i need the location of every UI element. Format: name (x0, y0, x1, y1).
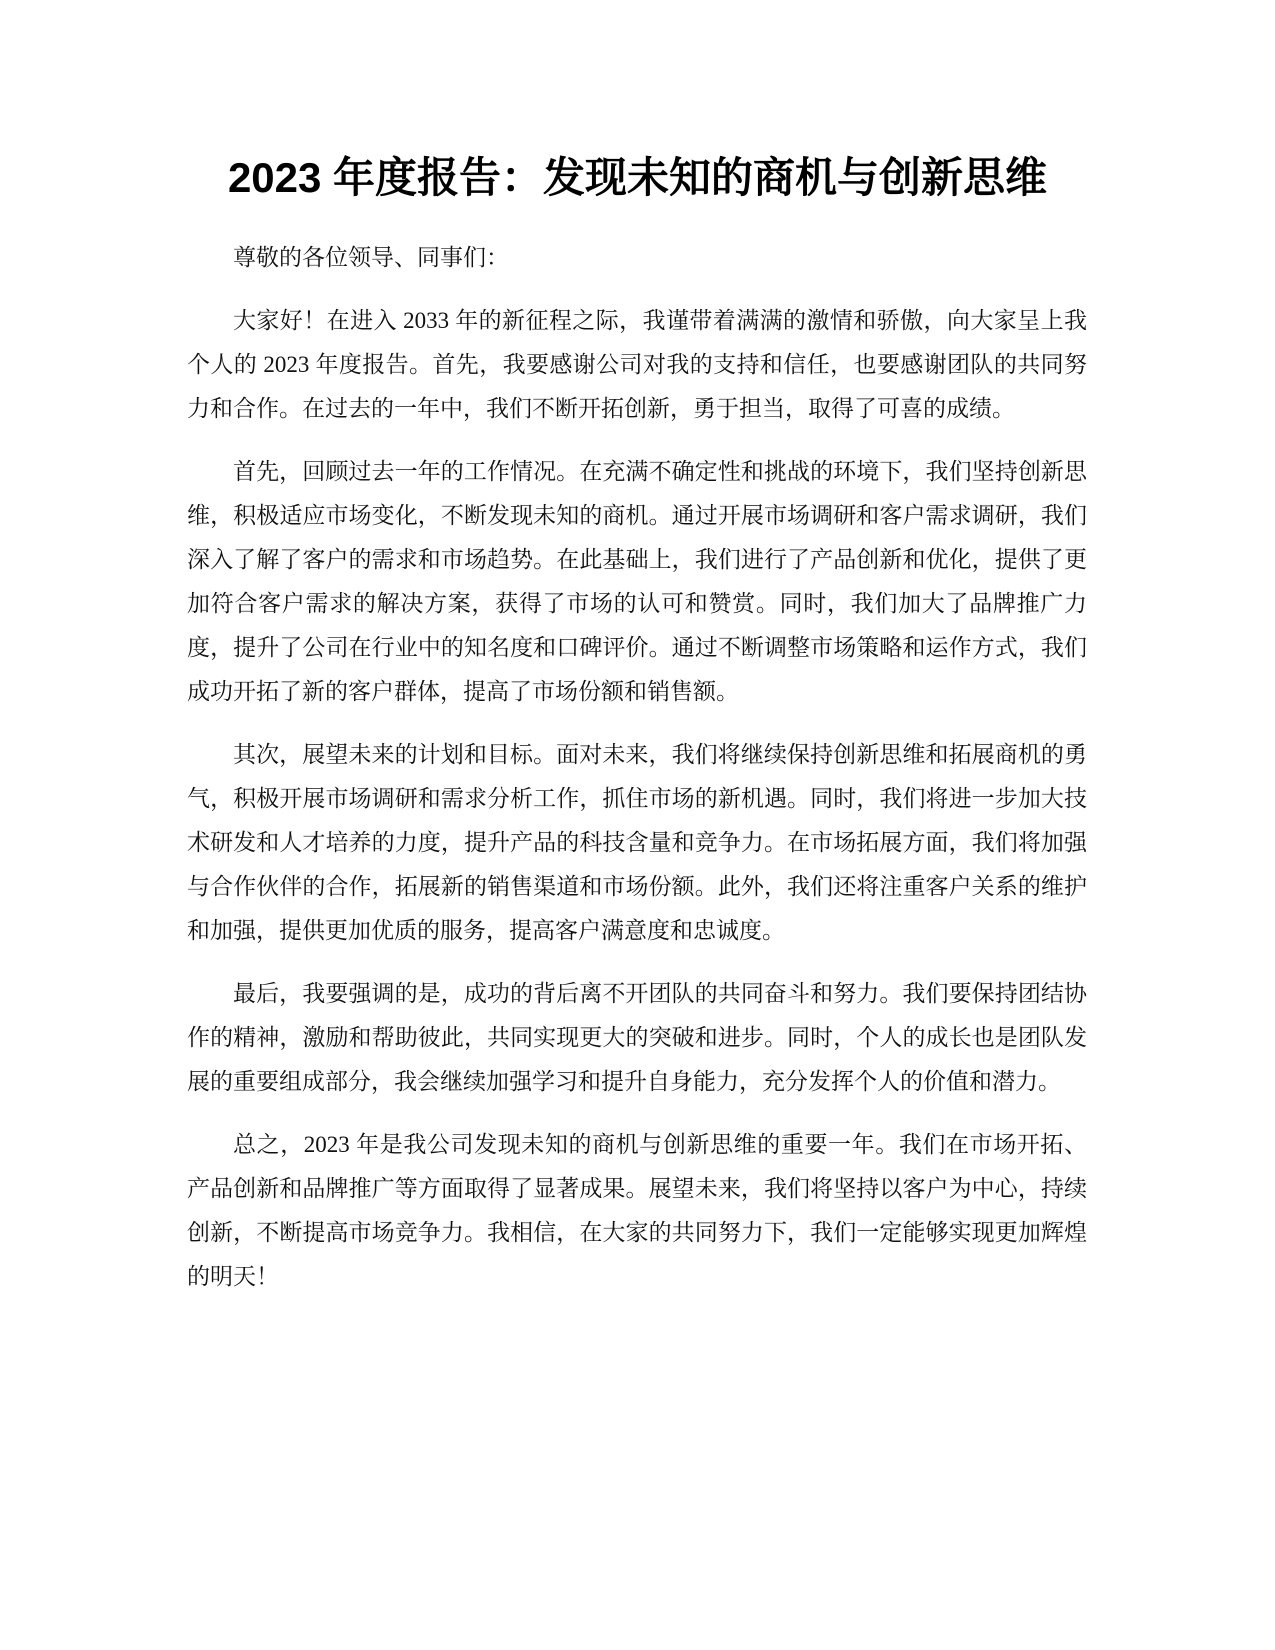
paragraph-greeting: 大家好！在进入 2033 年的新征程之际，我谨带着满满的激情和骄傲，向大家呈上我个人的 2023 年度报告。首先，我要感谢公司对我的支持和信任，也要感谢团队的共同努力和合作。在过去的一年中，我们不断开拓创新，勇于担当，取得了可喜的成绩。 (187, 308, 1087, 421)
document-body (187, 236, 1087, 1318)
document-title: 2023 年度报告：发现未知的商机与创新思维 (227, 154, 1048, 201)
paragraph-conclusion: 总之，2023 年是我公司发现未知的商机与创新思维的重要一年。我们在市场开拓、产品创新和品牌推广等方面取得了显著成果。展望未来，我们将坚持以客户为中心，持续创新，不断提高市场竞争力。我相信，在大家的共同努力下，我们一定能够实现更加辉煌的明天！ (187, 1132, 1087, 1289)
paragraph-teamwork: 最后，我要强调的是，成功的背后离不开团队的共同奋斗和努力。我们要保持团结协作的精神，激励和帮助彼此，共同实现更大的突破和进步。同时，个人的成长也是团队发展的重要组成部分，我会继续加强学习和提升自身能力，充分发挥个人的价值和潜力。 (187, 981, 1087, 1094)
paragraph-outlook: 其次，展望未来的计划和目标。面对未来，我们将继续保持创新思维和拓展商机的勇气，积极开展市场调研和需求分析工作，抓住市场的新机遇。同时，我们将进一步加大技术研发和人才培养的力度，提升产品的科技含量和竞争力。在市场拓展方面，我们将加强与合作伙伴的合作，拓展新的销售渠道和市场份额。此外，我们还将注重客户关系的维护和加强，提供更加优质的服务，提高客户满意度和忠诚度。 (187, 742, 1087, 943)
paragraph-review: 首先，回顾过去一年的工作情况。在充满不确定性和挑战的环境下，我们坚持创新思维，积极适应市场变化，不断发现未知的商机。通过开展市场调研和客户需求调研，我们深入了解了客户的需求和市场趋势。在此基础上，我们进行了产品创新和优化，提供了更加符合客户需求的解决方案，获得了市场的认可和赞赏。同时，我们加大了品牌推广力度，提升了公司在行业中的知名度和口碑评价。通过不断调整市场策略和运作方式，我们成功开拓了新的客户群体，提高了市场份额和销售额。 (187, 459, 1087, 704)
salutation: 尊敬的各位领导、同事们： (233, 245, 509, 270)
